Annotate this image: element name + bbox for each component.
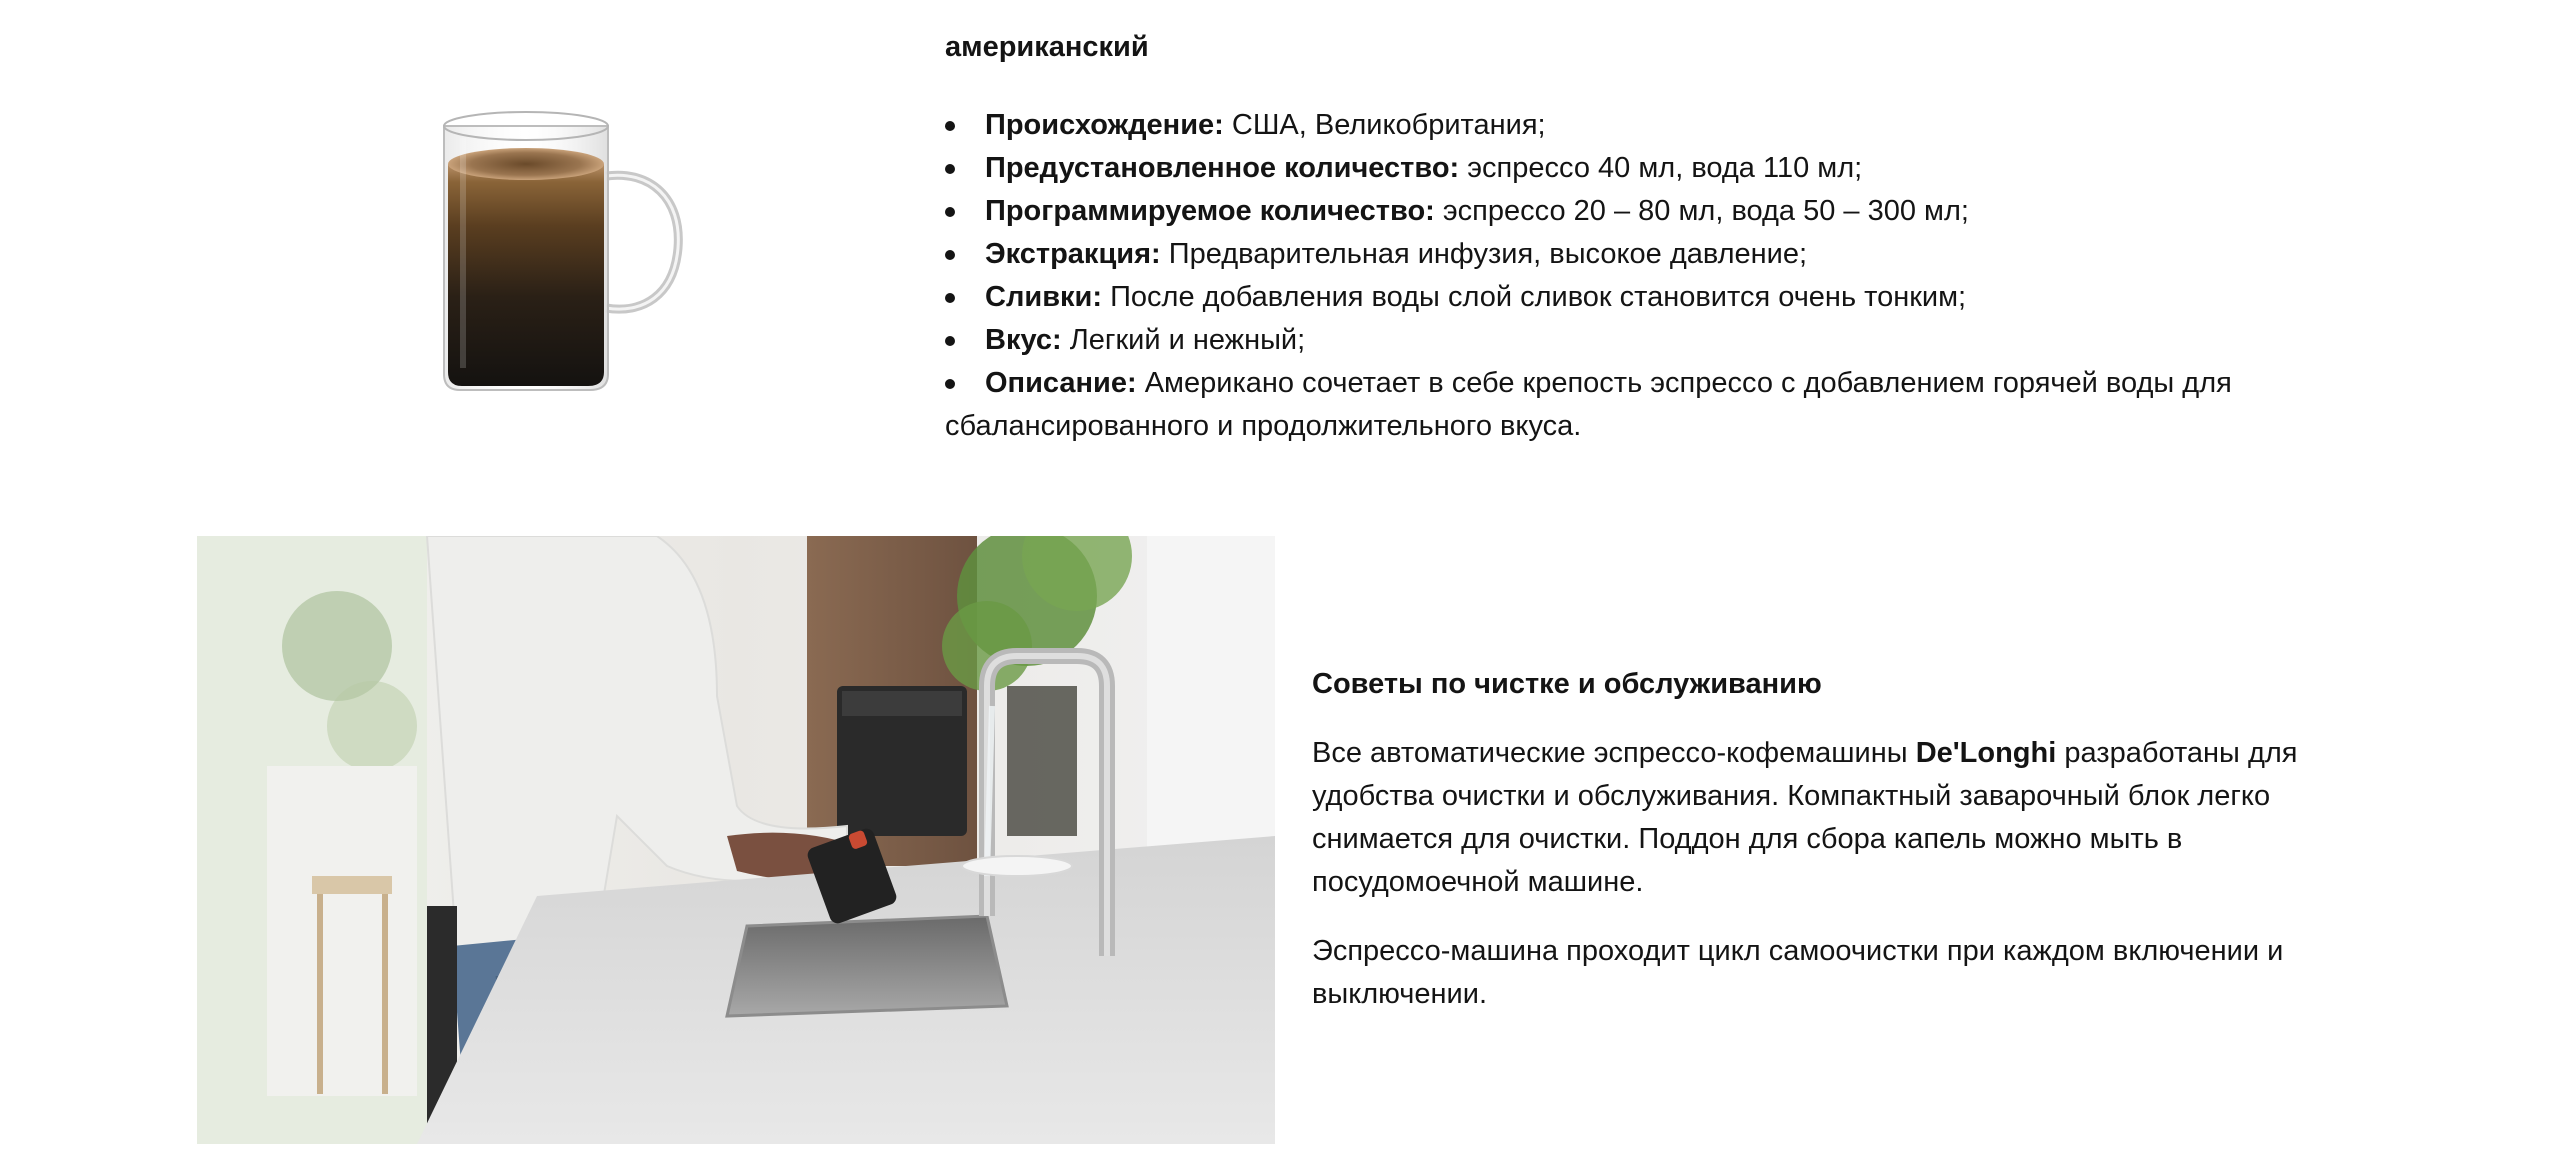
spec-extraction — [945, 233, 2265, 276]
spec-label: Сливки: — [985, 281, 1103, 313]
paragraph-text: разработаны для удобства очистки и обслуживания. Компактный заварочный блок легко снимается для очистки. Поддон для сбора капель можно мыть в посудомоечной машине. — [1312, 737, 2298, 898]
spec-crema — [945, 276, 2265, 319]
spec-preset-amount — [945, 147, 2265, 190]
spec-label: Вкус: — [985, 324, 1062, 356]
cleaning-tips-paragraph-1 — [1312, 732, 2352, 904]
spec-value: эспрессо 40 мл, вода 110 мл; — [1459, 152, 1863, 184]
cleaning-tips-title: Советы по чистке и обслуживанию — [1312, 668, 1822, 700]
kitchen-sink-photo-icon — [197, 536, 1275, 1144]
coffee-mug-icon — [430, 108, 700, 398]
spec-value: США, Великобритания; — [1223, 109, 1546, 141]
kitchen-sink-photo — [197, 536, 1275, 1144]
americano-title: американский — [945, 31, 1149, 63]
paragraph-text: Все автоматические эспрессо-кофемашины — [1312, 737, 1916, 769]
spec-label: Экстракция: — [985, 238, 1161, 270]
spec-origin — [945, 104, 2265, 147]
americano-mug-image — [430, 108, 700, 398]
spec-value: Легкий и нежный; — [1061, 324, 1306, 356]
spec-value: После добавления воды слой сливок становится очень тонким; — [1102, 281, 1967, 313]
spec-label: Происхождение: — [985, 109, 1224, 141]
spec-programmable-amount — [945, 190, 2265, 233]
spec-label: Предустановленное количество: — [985, 152, 1460, 184]
cleaning-tips-paragraph-2: Эспрессо-машина проходит цикл самоочистки при каждом включении и выключении. — [1312, 935, 2284, 1010]
spec-taste — [945, 319, 2265, 362]
spec-value: Предварительная инфузия, высокое давление; — [1160, 238, 1808, 270]
brand-name: De'Longhi — [1915, 737, 2057, 769]
spec-label: Программируемое количество: — [985, 195, 1435, 227]
spec-description — [945, 362, 2265, 448]
cleaning-tips-section — [1312, 663, 2352, 1042]
spec-value: Американо сочетает в себе крепость эспрессо с добавлением горячей воды для сбалансированного и продолжительного вкуса. — [945, 367, 2232, 442]
spec-value: эспрессо 20 – 80 мл, вода 50 – 300 мл; — [1434, 195, 1969, 227]
americano-description — [945, 26, 2265, 448]
americano-spec-list — [945, 104, 2265, 448]
spec-label: Описание: — [985, 367, 1137, 399]
